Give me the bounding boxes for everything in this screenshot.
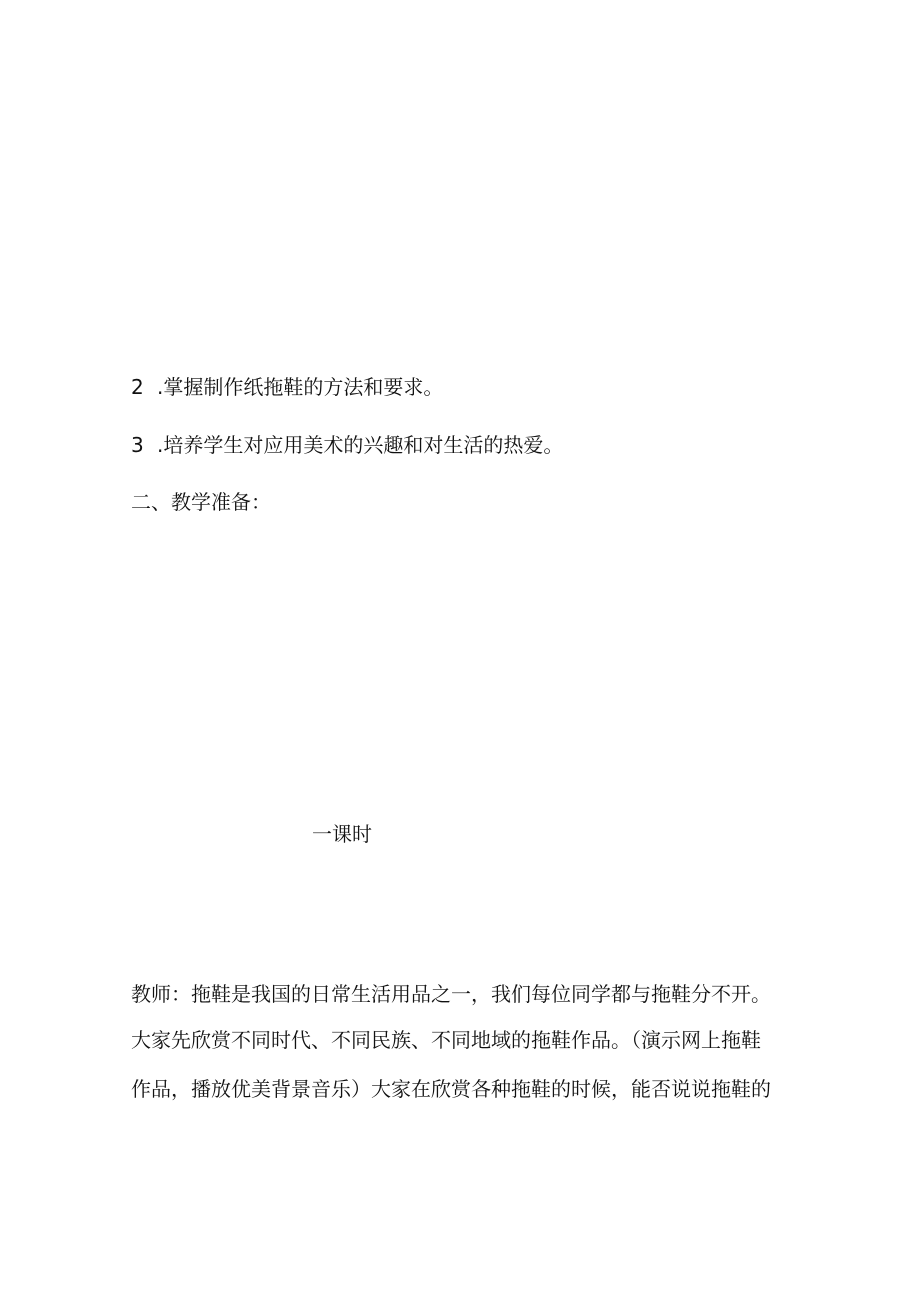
section-heading: 二、教学准备： (131, 490, 271, 514)
goal-number: 3 (131, 433, 144, 457)
paragraph-line: 教师：拖鞋是我国的日常生活用品之一，我们每位同学都与拖鞋分不开。 (131, 982, 771, 1006)
goal-item-2 (131, 373, 443, 401)
lesson-label: 一课时 (312, 822, 372, 846)
goal-text: .培养学生对应用美术的兴趣和对生活的热爱。 (157, 433, 564, 457)
goal-text: .掌握制作纸拖鞋的方法和要求。 (157, 375, 444, 399)
goal-item-3 (131, 431, 563, 459)
goal-number: 2 (131, 375, 144, 399)
paragraph-line: 大家先欣赏不同时代、不同民族、不同地域的拖鞋作品。（演示网上拖鞋 (131, 1028, 761, 1052)
paragraph-line: 作品，播放优美背景音乐）大家在欣赏各种拖鞋的时候，能否说说拖鞋的 (131, 1077, 771, 1101)
